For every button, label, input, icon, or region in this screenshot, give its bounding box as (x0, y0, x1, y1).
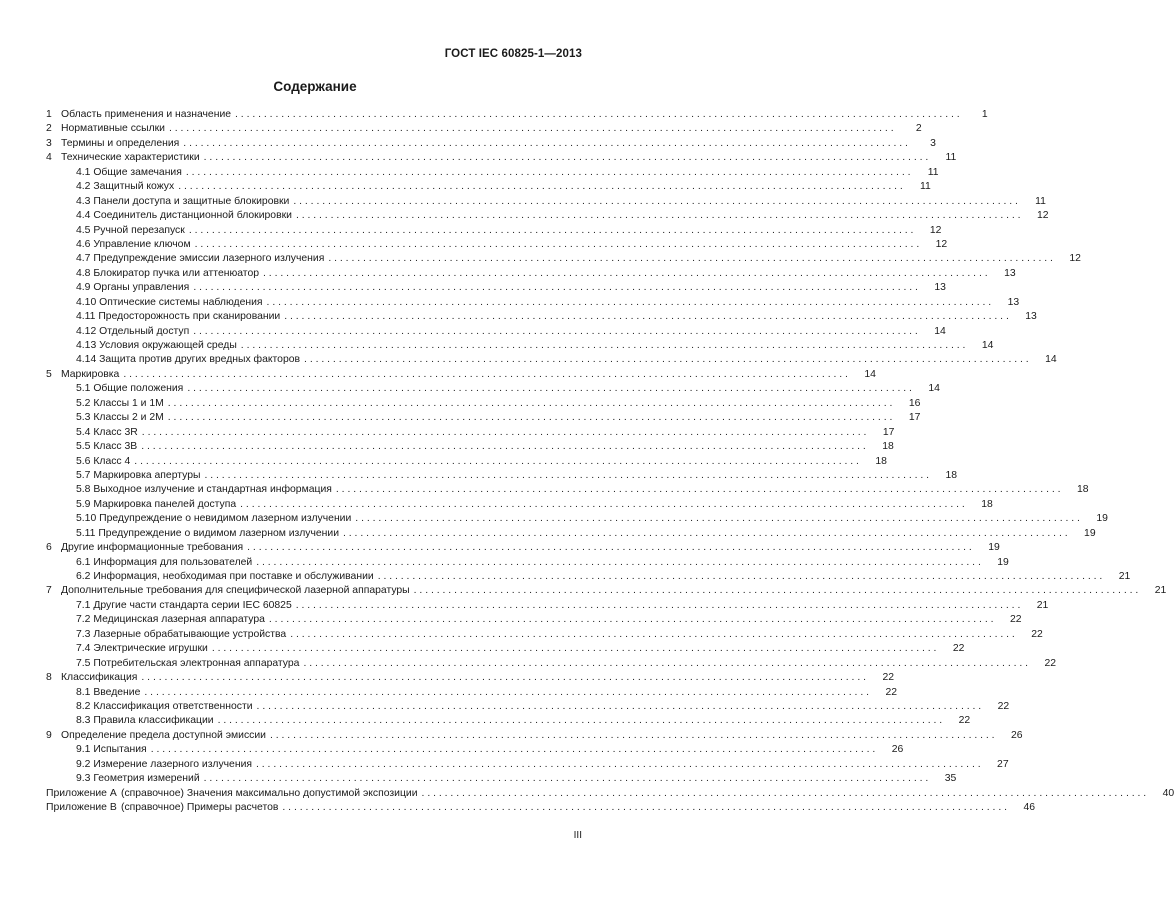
toc-entry-label: 7.3 Лазерные обрабатывающие устройства (76, 628, 287, 640)
toc-entry-label: 4.1 Общие замечания (76, 166, 182, 178)
toc-leader-dots (204, 151, 929, 165)
toc-entry-page: 22 (1009, 614, 1022, 626)
toc-entry[interactable] (46, 483, 1089, 497)
toc-entry[interactable] (46, 556, 1009, 570)
toc-entry[interactable] (46, 209, 1049, 223)
toc-entry[interactable] (46, 281, 946, 295)
toc-leader-dots (256, 556, 981, 570)
toc-entry-label: Другие информационные требования (61, 542, 244, 554)
toc-entry-number: 9 (46, 729, 52, 741)
toc-entry-page: 17 (908, 412, 921, 424)
toc-entry-number: 7 (46, 585, 52, 597)
toc-leader-dots (247, 541, 972, 555)
toc-entry-page: 22 (885, 686, 897, 698)
toc-entry[interactable] (46, 166, 939, 180)
toc-entry[interactable] (46, 787, 1174, 801)
toc-entry-label: 9.3 Геометрия измерений (76, 773, 200, 785)
toc-entry[interactable] (46, 642, 965, 656)
toc-entry-number: 2 (46, 123, 52, 135)
toc-entry-page: 12 (929, 224, 942, 236)
toc-entry-page: 46 (1023, 802, 1035, 813)
toc-entry[interactable] (46, 469, 958, 483)
toc-entry-page: 18 (981, 498, 993, 510)
toc-leader-dots (378, 570, 1103, 584)
toc-entry-label: 7.2 Медицинская лазерная аппаратура (76, 614, 265, 626)
document-code: ГОСТ IEC 60825-1—2013 (444, 48, 582, 60)
toc-entry[interactable] (46, 729, 1023, 743)
toc-entry-label: 5.7 Маркировка апертуры (76, 469, 201, 481)
toc-entry-label: 5.4 Класс 3R (76, 426, 138, 438)
toc-entry-page: 22 (882, 672, 894, 684)
toc-entry[interactable] (46, 758, 1009, 772)
toc-entry-page: 14 (864, 368, 876, 380)
toc-leader-dots (296, 599, 1021, 613)
toc-entry-page: 22 (952, 643, 965, 655)
toc-entry[interactable] (46, 613, 1022, 627)
toc-entry[interactable] (46, 411, 921, 425)
toc-entry-label: Дополнительные требования для специфической лазерной аппаратуры (61, 585, 410, 597)
toc-entry[interactable] (46, 541, 1000, 555)
toc-leader-dots (183, 137, 908, 151)
toc-entry[interactable] (46, 195, 1046, 209)
toc-entry-label: 4.2 Защитный кожух (76, 181, 175, 193)
toc-entry-page: 12 (935, 238, 948, 250)
toc-leader-dots (151, 743, 876, 757)
toc-leader-dots (142, 426, 867, 440)
toc-leader-dots (204, 772, 929, 786)
toc-entry[interactable] (46, 700, 1010, 714)
toc-entry-page: 12 (1036, 210, 1049, 222)
toc-entry-page: 27 (997, 758, 1009, 770)
toc-entry-label: 5.9 Маркировка панелей доступа (76, 498, 237, 510)
toc-leader-dots (240, 498, 965, 512)
toc-entry-label: Маркировка (61, 368, 120, 380)
toc-entry-label: Определение предела доступной эмиссии (61, 729, 266, 741)
toc-leader-dots (328, 252, 1053, 266)
toc-leader-dots (204, 469, 929, 483)
toc-entry-label: 4.14 Защита против других вредных факторов (76, 354, 301, 366)
toc-entry-page: 22 (1031, 628, 1043, 640)
toc-entry-label: (справочное) Значения максимально допустимой экспозиции (121, 787, 418, 799)
toc-entry[interactable] (46, 686, 897, 700)
toc-entry-label: 5.8 Выходное излучение и стандартная информация (76, 484, 332, 496)
toc-leader-dots (168, 397, 893, 411)
toc-entry-label: 4.8 Блокиратор пучка или аттенюатор (76, 267, 260, 279)
toc-entry-page: 40 (1162, 787, 1174, 799)
toc-entry-label: 5.11 Предупреждение о видимом лазерном излучении (76, 527, 339, 539)
toc-entry-label: 5.1 Общие положения (76, 383, 184, 395)
toc-entry-page: 18 (882, 441, 894, 453)
toc-entry-page: 22 (958, 715, 971, 727)
toc-entry-label: 4.10 Оптические системы наблюдения (76, 296, 263, 308)
toc-entry-page: 1 (981, 109, 988, 120)
toc-leader-dots (256, 758, 981, 772)
toc-entry-page: 18 (875, 455, 887, 467)
toc-entry[interactable] (46, 426, 895, 440)
toc-entry-label: 4.6 Управление ключом (76, 238, 191, 250)
toc-entry-page: 14 (1045, 354, 1057, 366)
toc-entry-label: 4.5 Ручной перезапуск (76, 224, 185, 236)
toc-leader-dots (187, 382, 912, 396)
toc-leader-dots (282, 801, 1007, 815)
toc-entry-label: Нормативные ссылки (61, 123, 165, 135)
toc-leader-dots (290, 628, 1015, 642)
toc-entry-label: 7.1 Другие части стандарта серии IEC 60825 (76, 599, 292, 611)
toc-entry[interactable] (46, 368, 876, 382)
toc-leader-dots (267, 296, 992, 310)
toc-entry[interactable] (46, 353, 1057, 367)
toc-leader-dots (270, 729, 995, 743)
toc-entry[interactable] (46, 628, 1043, 642)
toc-leader-dots (263, 267, 988, 281)
table-of-contents (46, 108, 1174, 815)
toc-entry-page: 19 (997, 556, 1009, 568)
toc-entry-number: 6 (46, 542, 52, 554)
toc-entry[interactable] (46, 527, 1096, 541)
toc-entry[interactable] (46, 151, 957, 165)
toc-entry[interactable] (46, 512, 1108, 526)
toc-entry[interactable] (46, 455, 887, 469)
toc-entry-page: 12 (1069, 253, 1081, 265)
toc-leader-dots (414, 584, 1139, 598)
toc-entry-page: 26 (1011, 729, 1023, 741)
toc-entry[interactable] (46, 570, 1131, 584)
toc-entry[interactable] (46, 310, 1037, 324)
toc-title: Содержание (273, 79, 357, 94)
toc-entry-page: 13 (1004, 267, 1016, 279)
toc-entry[interactable] (46, 714, 971, 728)
toc-entry-label: Термины и определения (61, 137, 180, 149)
toc-entry[interactable] (46, 657, 1057, 671)
toc-entry-label: 4.4 Соединитель дистанционной блокировки (76, 210, 292, 222)
toc-entry-number: Приложение В (46, 802, 117, 813)
toc-leader-dots (293, 195, 1018, 209)
toc-entry[interactable] (46, 224, 942, 238)
toc-entry-page: 11 (945, 152, 957, 164)
toc-entry-label: 4.7 Предупреждение эмиссии лазерного излучения (76, 253, 325, 265)
toc-entry[interactable] (46, 122, 922, 136)
toc-leader-dots (193, 281, 918, 295)
toc-entry-label: 8.3 Правила классификации (76, 715, 214, 727)
toc-leader-dots (168, 411, 893, 425)
toc-entry-number: 4 (46, 152, 52, 164)
toc-entry-page: 16 (908, 397, 921, 409)
toc-leader-dots (141, 671, 866, 685)
toc-entry-label: (справочное) Примеры расчетов (121, 802, 279, 813)
toc-leader-dots (303, 657, 1028, 671)
toc-entry-label: 6.2 Информация, необходимая при поставке и обслуживании (76, 571, 374, 582)
toc-entry[interactable] (46, 599, 1049, 613)
toc-entry-page: 11 (1035, 195, 1046, 207)
toc-leader-dots (336, 483, 1061, 497)
toc-entry[interactable] (46, 325, 946, 339)
toc-entry-page: 19 (988, 542, 1000, 554)
page-folio: III (573, 830, 582, 841)
toc-leader-dots (284, 310, 1009, 324)
toc-entry-label: 8.2 Классификация ответственности (76, 700, 253, 712)
toc-entry[interactable] (46, 671, 894, 685)
toc-entry-page: 3 (930, 137, 936, 149)
toc-entry-label: 7.4 Электрические игрушки (76, 643, 208, 655)
toc-entry-label: 7.5 Потребительская электронная аппаратура (76, 657, 300, 669)
toc-entry-number: Приложение А (46, 787, 117, 799)
toc-leader-dots (195, 238, 920, 252)
toc-leader-dots (296, 209, 1021, 223)
toc-entry[interactable] (46, 397, 921, 411)
toc-leader-dots (186, 166, 911, 180)
toc-entry-label: 5.2 Классы 1 и 1М (76, 397, 164, 409)
toc-entry[interactable] (46, 339, 994, 353)
toc-entry-page: 11 (920, 181, 931, 193)
toc-leader-dots (144, 686, 869, 700)
toc-entry-page: 19 (1084, 527, 1096, 539)
toc-entry-page: 13 (1007, 296, 1020, 308)
toc-leader-dots (141, 440, 866, 454)
toc-entry-page: 26 (891, 744, 904, 756)
toc-entry-number: 3 (46, 137, 52, 149)
toc-entry[interactable] (46, 772, 957, 786)
toc-entry-page: 21 (1154, 585, 1167, 597)
toc-leader-dots (257, 700, 982, 714)
toc-entry-page: 18 (1076, 484, 1089, 496)
toc-leader-dots (241, 339, 966, 353)
toc-leader-dots (218, 714, 943, 728)
toc-entry-label: Технические характеристики (61, 152, 200, 164)
toc-entry-label: 5.3 Классы 2 и 2М (76, 412, 164, 424)
toc-entry[interactable] (46, 267, 1016, 281)
toc-leader-dots (343, 527, 1068, 541)
toc-entry-page: 22 (1044, 657, 1057, 669)
toc-entry-label: Область применения и назначение (61, 109, 232, 120)
toc-leader-dots (235, 108, 960, 122)
toc-leader-dots (134, 455, 859, 469)
toc-leader-dots (304, 353, 1029, 367)
toc-entry-label: 4.12 Отдельный доступ (76, 325, 190, 337)
toc-entry-page: 13 (934, 282, 946, 294)
toc-entry-label: 9.2 Измерение лазерного излучения (76, 758, 252, 770)
toc-leader-dots (178, 180, 903, 194)
toc-entry-page: 18 (945, 469, 958, 481)
toc-entry-label: 4.9 Органы управления (76, 282, 190, 294)
toc-entry[interactable] (46, 382, 940, 396)
toc-entry-page: 35 (944, 773, 957, 785)
toc-leader-dots (189, 224, 914, 238)
toc-entry-page: 14 (934, 325, 946, 337)
toc-entry-label: 9.1 Испытания (76, 744, 147, 756)
toc-entry-number: 5 (46, 368, 52, 380)
toc-entry-page: 2 (915, 123, 922, 135)
toc-leader-dots (193, 325, 918, 339)
toc-leader-dots (422, 787, 1147, 801)
toc-entry-label: 4.11 Предосторожность при сканировании (76, 311, 281, 323)
toc-entry-number: 1 (46, 109, 52, 120)
toc-entry[interactable] (46, 498, 993, 512)
toc-entry[interactable] (46, 238, 948, 252)
toc-entry[interactable] (46, 296, 1020, 310)
toc-entry-label: 4.13 Условия окружающей среды (76, 340, 237, 351)
toc-leader-dots (269, 613, 994, 627)
toc-entry[interactable] (46, 801, 1035, 815)
toc-entry-label: 5.5 Класс 3В (76, 441, 138, 453)
toc-entry-page: 21 (1036, 599, 1049, 611)
toc-entry-label: 5.6 Класс 4 (76, 455, 131, 467)
toc-entry-number: 8 (46, 672, 52, 684)
toc-entry-page: 17 (882, 426, 895, 438)
toc-entry-page: 13 (1025, 311, 1037, 323)
toc-entry[interactable] (46, 180, 931, 194)
toc-entry-label: Классификация (61, 672, 138, 684)
toc-leader-dots (169, 122, 894, 136)
toc-entry[interactable] (46, 252, 1081, 266)
toc-leader-dots (212, 642, 937, 656)
toc-entry[interactable] (46, 108, 988, 122)
toc-entry-page: 21 (1118, 571, 1131, 582)
toc-entry-label: 4.3 Панели доступа и защитные блокировки (76, 195, 290, 207)
toc-entry-page: 14 (981, 340, 994, 351)
toc-entry-page: 22 (997, 700, 1010, 712)
toc-entry-label: 5.10 Предупреждение о невидимом лазерном излучении (76, 513, 352, 525)
toc-entry[interactable] (46, 137, 936, 151)
toc-entry-label: 6.1 Информация для пользователей (76, 556, 253, 568)
toc-entry-page: 19 (1096, 513, 1108, 525)
toc-leader-dots (123, 368, 848, 382)
toc-leader-dots (355, 512, 1080, 526)
toc-entry[interactable] (46, 440, 894, 454)
toc-entry[interactable] (46, 584, 1167, 598)
toc-entry-page: 11 (927, 166, 939, 178)
toc-entry-page: 14 (928, 383, 940, 395)
toc-entry[interactable] (46, 743, 904, 757)
toc-entry-label: 8.1 Введение (76, 686, 141, 698)
